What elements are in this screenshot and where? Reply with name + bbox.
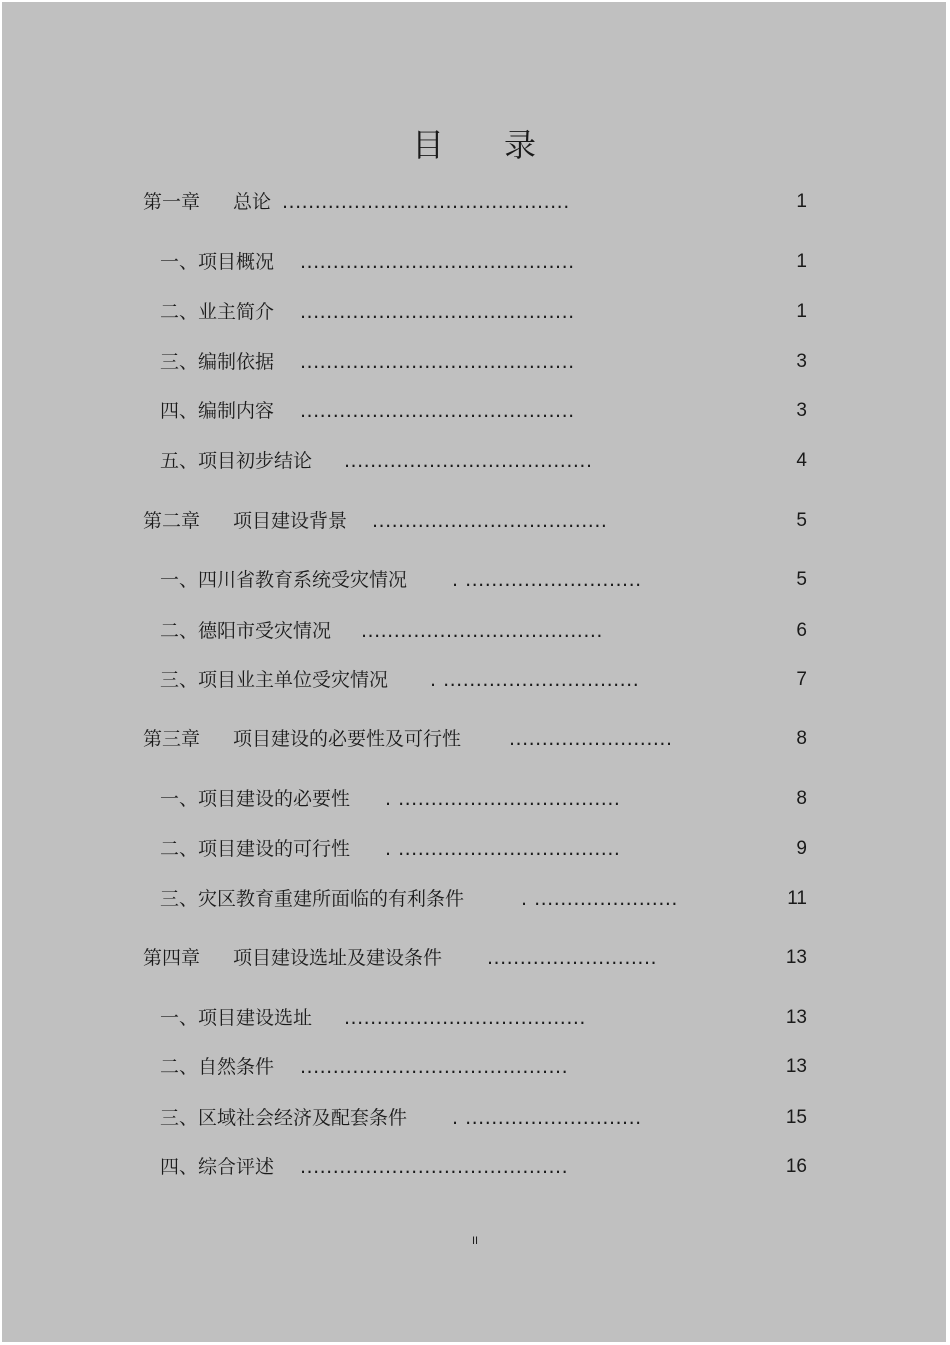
section-title: 三、灾区教育重建所面临的有利条件: [160, 888, 465, 910]
leader-dots: .........................................: [300, 1056, 569, 1078]
chapter-title: 项目建设背景: [233, 510, 348, 532]
section-title: 二、项目建设的可行性: [160, 838, 351, 860]
page-number: 4: [796, 450, 807, 471]
section-title: 一、项目建设选址: [160, 1007, 313, 1029]
leader-dots: ..........................: [487, 947, 658, 969]
toc-section[interactable]: [0, 565, 950, 595]
section-title: 三、区域社会经济及配套条件: [160, 1107, 408, 1129]
section-title: 五、项目初步结论: [160, 450, 313, 472]
toc-section[interactable]: [0, 616, 950, 646]
toc-section[interactable]: [0, 1103, 950, 1133]
page-number: 7: [796, 669, 807, 690]
chapter-number: 第四章: [143, 947, 201, 969]
toc-section[interactable]: [0, 1152, 950, 1182]
section-title: 三、项目业主单位受灾情况: [160, 669, 389, 691]
leader-dots: . ..................................: [385, 788, 621, 810]
page-number: 13: [785, 1056, 807, 1077]
section-title: 一、四川省教育系统受灾情况: [160, 569, 408, 591]
leader-dots: .....................................: [344, 1007, 586, 1029]
chapter-number: 第二章: [143, 510, 201, 532]
page-number: 1: [796, 191, 807, 212]
leader-dots: .........................................: [300, 1156, 569, 1178]
page-number: 13: [785, 947, 807, 968]
section-title: 一、项目建设的必要性: [160, 788, 351, 810]
leader-dots: . ..................................: [385, 838, 621, 860]
leader-dots: .........................: [509, 728, 673, 750]
leader-dots: . ...........................: [452, 569, 642, 591]
chapter-number: 第三章: [143, 728, 201, 750]
leader-dots: . ...........................: [452, 1107, 642, 1129]
toc-section[interactable]: [0, 884, 950, 914]
section-title: 三、编制依据: [160, 351, 275, 373]
leader-dots: . ......................: [521, 888, 678, 910]
leader-dots: ......................................: [344, 450, 593, 472]
page-footer-number: II: [471, 1235, 479, 1247]
toc-section[interactable]: [0, 247, 950, 277]
toc-section[interactable]: [0, 1003, 950, 1033]
page-title: [0, 120, 950, 166]
chapter-number: 第一章: [143, 191, 201, 213]
page-number: 8: [796, 728, 807, 749]
section-title: 二、自然条件: [160, 1056, 275, 1078]
leader-dots: ....................................: [372, 510, 608, 532]
toc-chapter-3[interactable]: [0, 724, 950, 754]
leader-dots: ..........................................: [300, 351, 575, 373]
page-number: 1: [796, 251, 807, 272]
page-number: 1: [796, 301, 807, 322]
page-number: 5: [796, 569, 807, 590]
toc-section[interactable]: [0, 665, 950, 695]
page-number: 8: [796, 788, 807, 809]
section-title: 四、综合评述: [160, 1156, 275, 1178]
page-number: 3: [796, 351, 807, 372]
leader-dots: .....................................: [361, 620, 603, 642]
section-title: 四、编制内容: [160, 400, 275, 422]
chapter-title: 项目建设选址及建设条件: [233, 947, 443, 969]
toc-section[interactable]: [0, 446, 950, 476]
leader-dots: . ..............................: [430, 669, 640, 691]
page-number: 15: [785, 1107, 807, 1128]
chapter-title: 总论: [233, 191, 272, 213]
page-number: 16: [785, 1156, 807, 1177]
page-number: 13: [785, 1007, 807, 1028]
leader-dots: ..........................................: [300, 400, 575, 422]
section-title: 二、业主简介: [160, 301, 275, 323]
page-number: 6: [796, 620, 807, 641]
toc-section[interactable]: [0, 396, 950, 426]
toc-section[interactable]: [0, 1052, 950, 1082]
toc-chapter-1[interactable]: [0, 187, 950, 217]
toc-section[interactable]: [0, 834, 950, 864]
toc-chapter-2[interactable]: [0, 506, 950, 536]
chapter-title: 项目建设的必要性及可行性: [233, 728, 462, 750]
title-char-2: 录: [504, 126, 539, 164]
page-number: 3: [796, 400, 807, 421]
title-char-1: 目: [411, 126, 446, 164]
page-number: 9: [796, 838, 807, 859]
page-number: 5: [796, 510, 807, 531]
leader-dots: ..........................................: [300, 251, 575, 273]
page-number: 11: [787, 888, 807, 909]
toc-chapter-4[interactable]: [0, 943, 950, 973]
section-title: 二、德阳市受灾情况: [160, 620, 332, 642]
section-title: 一、项目概况: [160, 251, 275, 273]
toc-section[interactable]: [0, 784, 950, 814]
leader-dots: ............................................: [282, 191, 570, 213]
toc-section[interactable]: [0, 347, 950, 377]
leader-dots: ..........................................: [300, 301, 575, 323]
toc-section[interactable]: [0, 297, 950, 327]
